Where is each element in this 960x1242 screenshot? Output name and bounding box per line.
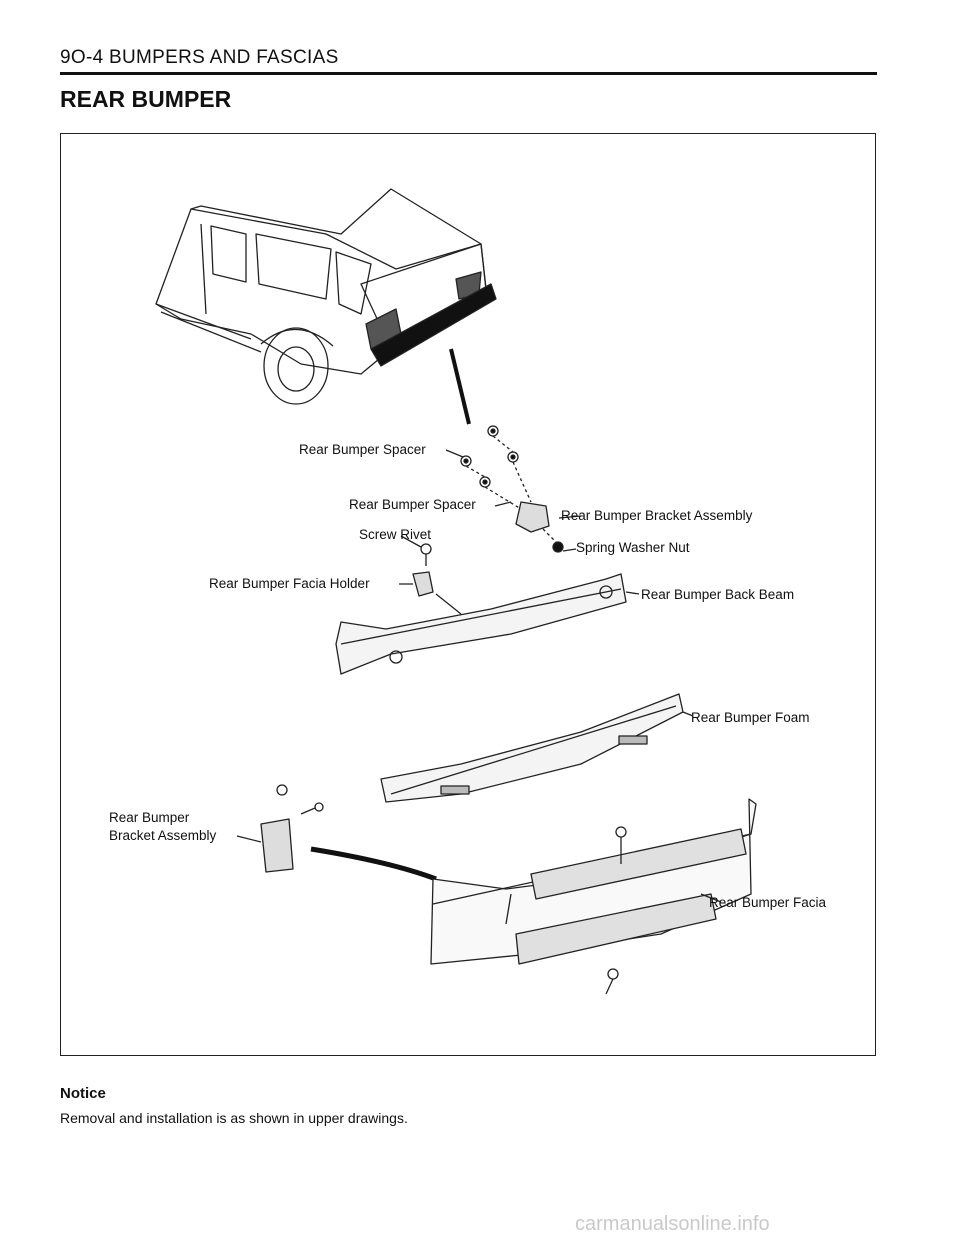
label-spacer-2: Rear Bumper Spacer [349, 497, 476, 512]
exploded-diagram [61, 134, 877, 1057]
label-bracket-lower-line1: Rear Bumper [109, 810, 190, 825]
exploded-diagram-frame [60, 133, 876, 1056]
back-beam-drawing [336, 574, 626, 674]
label-foam: Rear Bumper Foam [691, 710, 810, 725]
label-spacer-1: Rear Bumper Spacer [299, 442, 426, 457]
label-facia-holder: Rear Bumper Facia Holder [209, 576, 370, 591]
header-section-title: 9O-4 BUMPERS AND FASCIAS [60, 47, 339, 68]
site-watermark: carmanualsonline.info [575, 1213, 770, 1235]
vehicle-drawing [156, 189, 496, 404]
label-back-beam: Rear Bumper Back Beam [641, 587, 795, 602]
foam-drawing [381, 694, 683, 802]
notice-heading: Notice [60, 1085, 106, 1102]
label-bracket-upper: Rear Bumper Bracket Assembly [561, 508, 753, 523]
lower-bracket-drawing [261, 785, 323, 872]
header-divider [60, 72, 877, 75]
label-screw-rivet: Screw Rivet [359, 527, 432, 542]
label-facia: Rear Bumper Facia [709, 895, 827, 910]
notice-body: Removal and installation is as shown in upper drawings. [60, 1110, 408, 1126]
label-bracket-lower-line2: Bracket Assembly [109, 828, 217, 843]
page-title: REAR BUMPER [60, 86, 232, 112]
label-spring-washer-nut: Spring Washer Nut [576, 540, 690, 555]
